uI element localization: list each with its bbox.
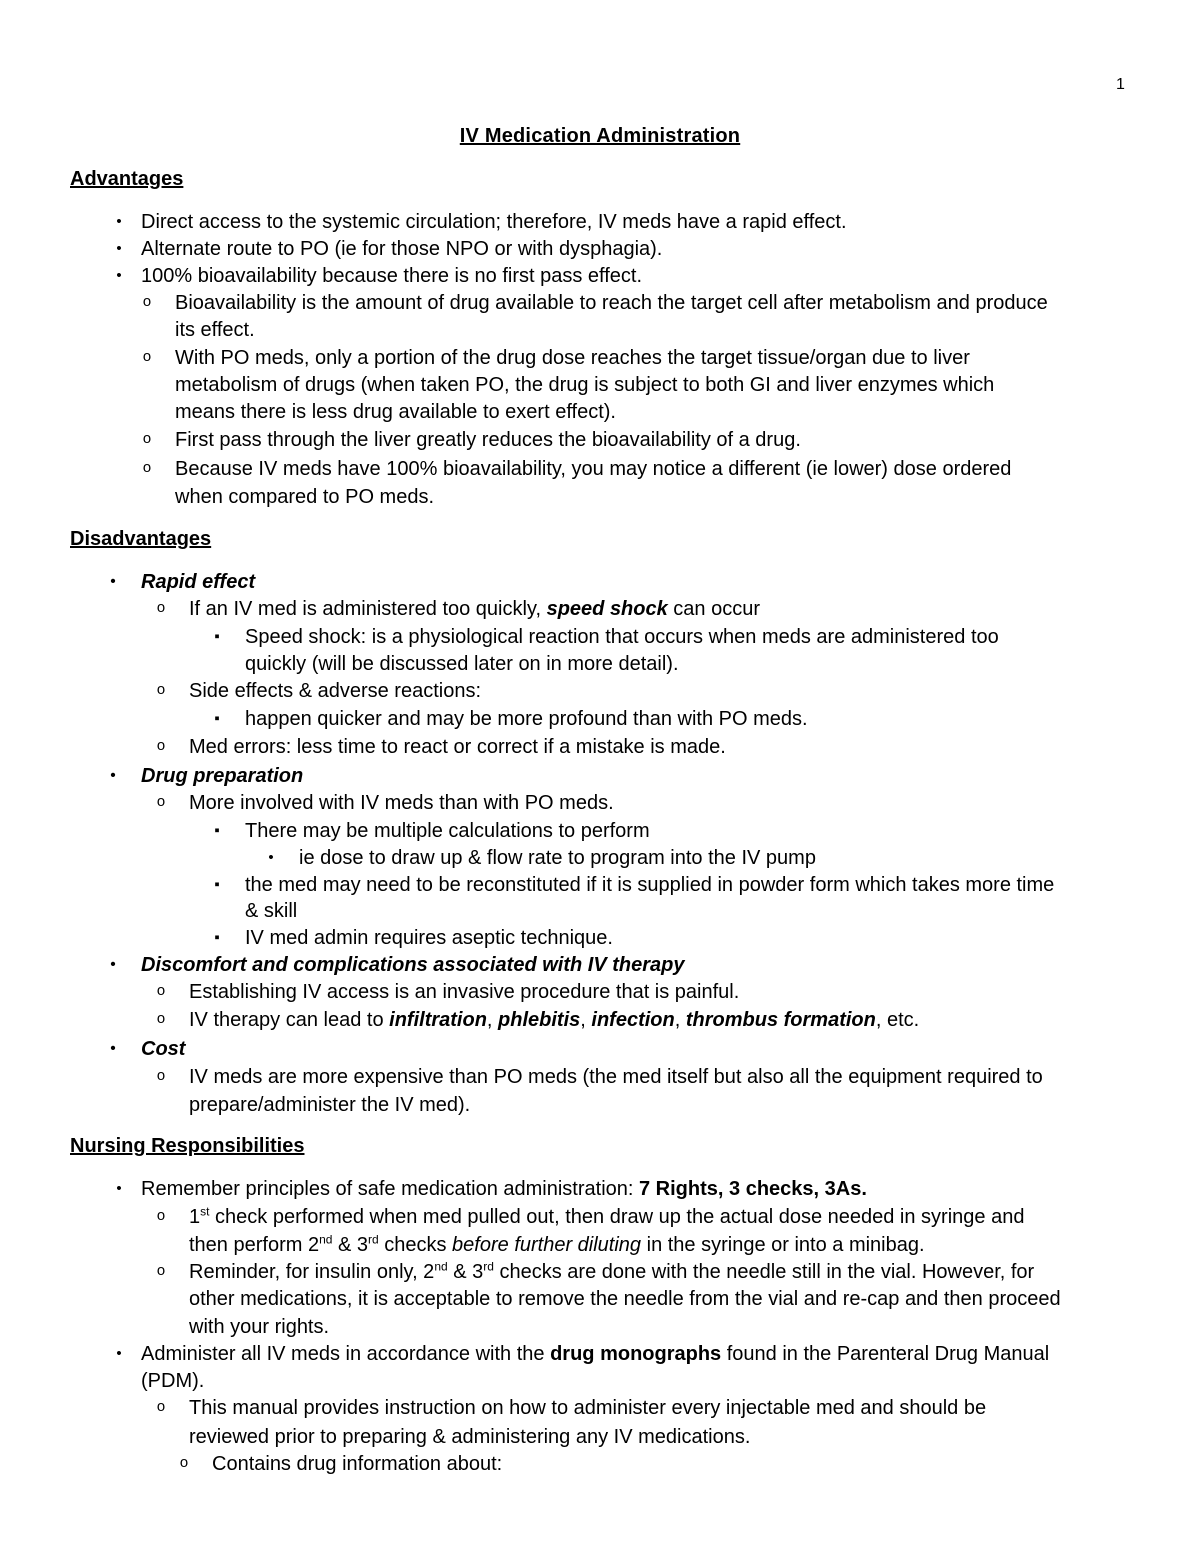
text-run: , [486, 1009, 499, 1031]
list-item-continuation: means there is less drug available to exert effect). [175, 401, 616, 423]
text-run: speed shock [546, 598, 668, 620]
text-run: & 3 [447, 1261, 484, 1283]
bullet-marker: • [110, 956, 116, 973]
list-item: the med may need to be reconstituted if it is supplied in powder form which takes more time [245, 874, 1055, 896]
document-title: IV Medication Administration [459, 125, 741, 147]
bullet-marker: o [142, 349, 152, 366]
bullet-marker: ▪ [214, 628, 220, 645]
list-item: This manual provides instruction on how to administer every injectable med and should be [189, 1397, 987, 1419]
disadvantages-heading: Disadvantages [70, 528, 212, 550]
bullet-marker: ▪ [214, 876, 220, 893]
list-item-continuation: metabolism of drugs (when taken PO, the drug is subject to both GI and liver enzymes which [175, 374, 995, 396]
list-item: First pass through the liver greatly reduces the bioavailability of a drug. [175, 429, 801, 451]
ordinal-suffix: nd [319, 1232, 333, 1247]
list-item: Bioavailability is the amount of drug available to reach the target cell after metabolism and produce [175, 292, 1048, 314]
list-item: Drug preparation [141, 765, 304, 787]
list-item-continuation: with your rights. [189, 1316, 330, 1338]
list-item: Alternate route to PO (ie for those NPO or with dysphagia). [141, 238, 663, 260]
list-item-continuation: when compared to PO meds. [175, 486, 435, 508]
bullet-marker: ▪ [214, 929, 220, 946]
bullet-marker: o [156, 983, 166, 1000]
list-item-continuation: reviewed prior to preparing & administering any IV medications. [189, 1426, 751, 1448]
bullet-marker: o [156, 1208, 166, 1225]
list-item-continuation: its effect. [175, 319, 255, 341]
bullet-marker: • [116, 213, 122, 230]
list-item [189, 1205, 1024, 1229]
bullet-marker: o [142, 294, 152, 311]
list-item [189, 1260, 1034, 1284]
list-item: Side effects & adverse reactions: [189, 680, 482, 702]
list-item: happen quicker and may be more profound than with PO meds. [245, 708, 808, 730]
bullet-marker: ▪ [214, 710, 220, 727]
bullet-marker: • [110, 767, 116, 784]
text-run: can occur [667, 598, 761, 620]
list-item-continuation: (PDM). [141, 1370, 205, 1392]
list-item-continuation: other medications, it is acceptable to remove the needle from the vial and re-cap and then proceed [189, 1288, 1061, 1310]
bullet-marker: o [156, 794, 166, 811]
bullet-marker: • [116, 1345, 122, 1362]
text-run: in the syringe or into a minibag. [641, 1234, 925, 1256]
bullet-marker: • [116, 240, 122, 257]
advantages-heading: Advantages [70, 168, 184, 190]
list-item-continuation: prepare/administer the IV med). [189, 1094, 471, 1116]
list-item [141, 1342, 1049, 1366]
bullet-marker: o [142, 460, 152, 477]
list-item [189, 1008, 919, 1032]
list-item-continuation: & skill [245, 900, 298, 922]
list-item: IV med admin requires aseptic technique. [245, 927, 613, 949]
list-item: Speed shock: is a physiological reaction that occurs when meds are administered too [245, 626, 999, 648]
text-run: drug monographs [550, 1343, 722, 1365]
text-run: check performed when med pulled out, then draw up the actual dose needed in syringe and [209, 1206, 1025, 1228]
ordinal-suffix: rd [483, 1259, 494, 1274]
list-item: Establishing IV access is an invasive procedure that is painful. [189, 981, 740, 1003]
bullet-marker: • [116, 267, 122, 284]
text-run: & 3 [332, 1234, 369, 1256]
list-item [189, 597, 760, 621]
list-item: There may be multiple calculations to perform [245, 820, 650, 842]
text-run: then perform 2 [189, 1234, 320, 1256]
text-run: found in the Parenteral Drug Manual [721, 1343, 1050, 1365]
bullet-marker: • [110, 1040, 116, 1057]
text-run: phlebitis [498, 1009, 581, 1031]
text-run: checks [378, 1234, 453, 1256]
list-item: Because IV meds have 100% bioavailability, you may notice a different (ie lower) dose ordered [175, 458, 1012, 480]
list-item [141, 1177, 867, 1201]
list-item: Discomfort and complications associated with IV therapy [141, 954, 685, 976]
bullet-marker: o [156, 738, 166, 755]
list-item: With PO meds, only a portion of the drug dose reaches the target tissue/organ due to liver [175, 347, 970, 369]
bullet-marker: • [268, 849, 274, 866]
text-run: IV therapy can lead to [189, 1009, 390, 1031]
text-run: infiltration [389, 1009, 487, 1031]
list-item: Rapid effect [141, 571, 256, 593]
text-run: Administer all IV meds in accordance with the [141, 1343, 551, 1365]
list-item: More involved with IV meds than with PO meds. [189, 792, 614, 814]
text-run: 7 Rights, 3 checks, 3As. [639, 1178, 867, 1200]
list-item-continuation [189, 1233, 925, 1257]
bullet-marker: o [179, 1455, 189, 1472]
text-run: , etc. [875, 1009, 920, 1031]
list-item: ie dose to draw up & flow rate to program into the IV pump [299, 847, 816, 869]
list-item: Direct access to the systemic circulation; therefore, IV meds have a rapid effect. [141, 211, 847, 233]
bullet-marker: o [156, 600, 166, 617]
text-run: Reminder, for insulin only, 2 [189, 1261, 435, 1283]
text-run: 1 [189, 1206, 201, 1228]
text-run: Remember principles of safe medication administration: [141, 1178, 639, 1200]
list-item: Med errors: less time to react or correct if a mistake is made. [189, 736, 726, 758]
nursing-heading: Nursing Responsibilities [70, 1135, 305, 1157]
bullet-marker: • [110, 573, 116, 590]
ordinal-suffix: nd [434, 1259, 448, 1274]
bullet-marker: o [156, 682, 166, 699]
text-run: , [580, 1009, 592, 1031]
page-number: 1 [1116, 76, 1125, 93]
text-run: If an IV med is administered too quickly, [189, 598, 547, 620]
ordinal-suffix: st [200, 1204, 210, 1219]
bullet-marker: o [142, 431, 152, 448]
bullet-marker: ▪ [214, 822, 220, 839]
text-run: checks are done with the needle still in the vial. However, for [493, 1261, 1035, 1283]
list-item-continuation: quickly (will be discussed later on in more detail). [245, 653, 679, 675]
bullet-marker: o [156, 1399, 166, 1416]
bullet-marker: • [116, 1180, 122, 1197]
list-item: 100% bioavailability because there is no first pass effect. [141, 265, 643, 287]
text-run: thrombus formation [685, 1009, 876, 1031]
bullet-marker: o [156, 1263, 166, 1280]
list-item: Contains drug information about: [212, 1453, 503, 1475]
text-run: before further diluting [452, 1234, 642, 1256]
text-run: infection [591, 1009, 675, 1031]
list-item: IV meds are more expensive than PO meds (the med itself but also all the equipment required to [189, 1066, 1043, 1088]
text-run: , [674, 1009, 686, 1031]
bullet-marker: o [156, 1068, 166, 1085]
list-item: Cost [141, 1038, 186, 1060]
ordinal-suffix: rd [368, 1232, 379, 1247]
bullet-marker: o [156, 1011, 166, 1028]
